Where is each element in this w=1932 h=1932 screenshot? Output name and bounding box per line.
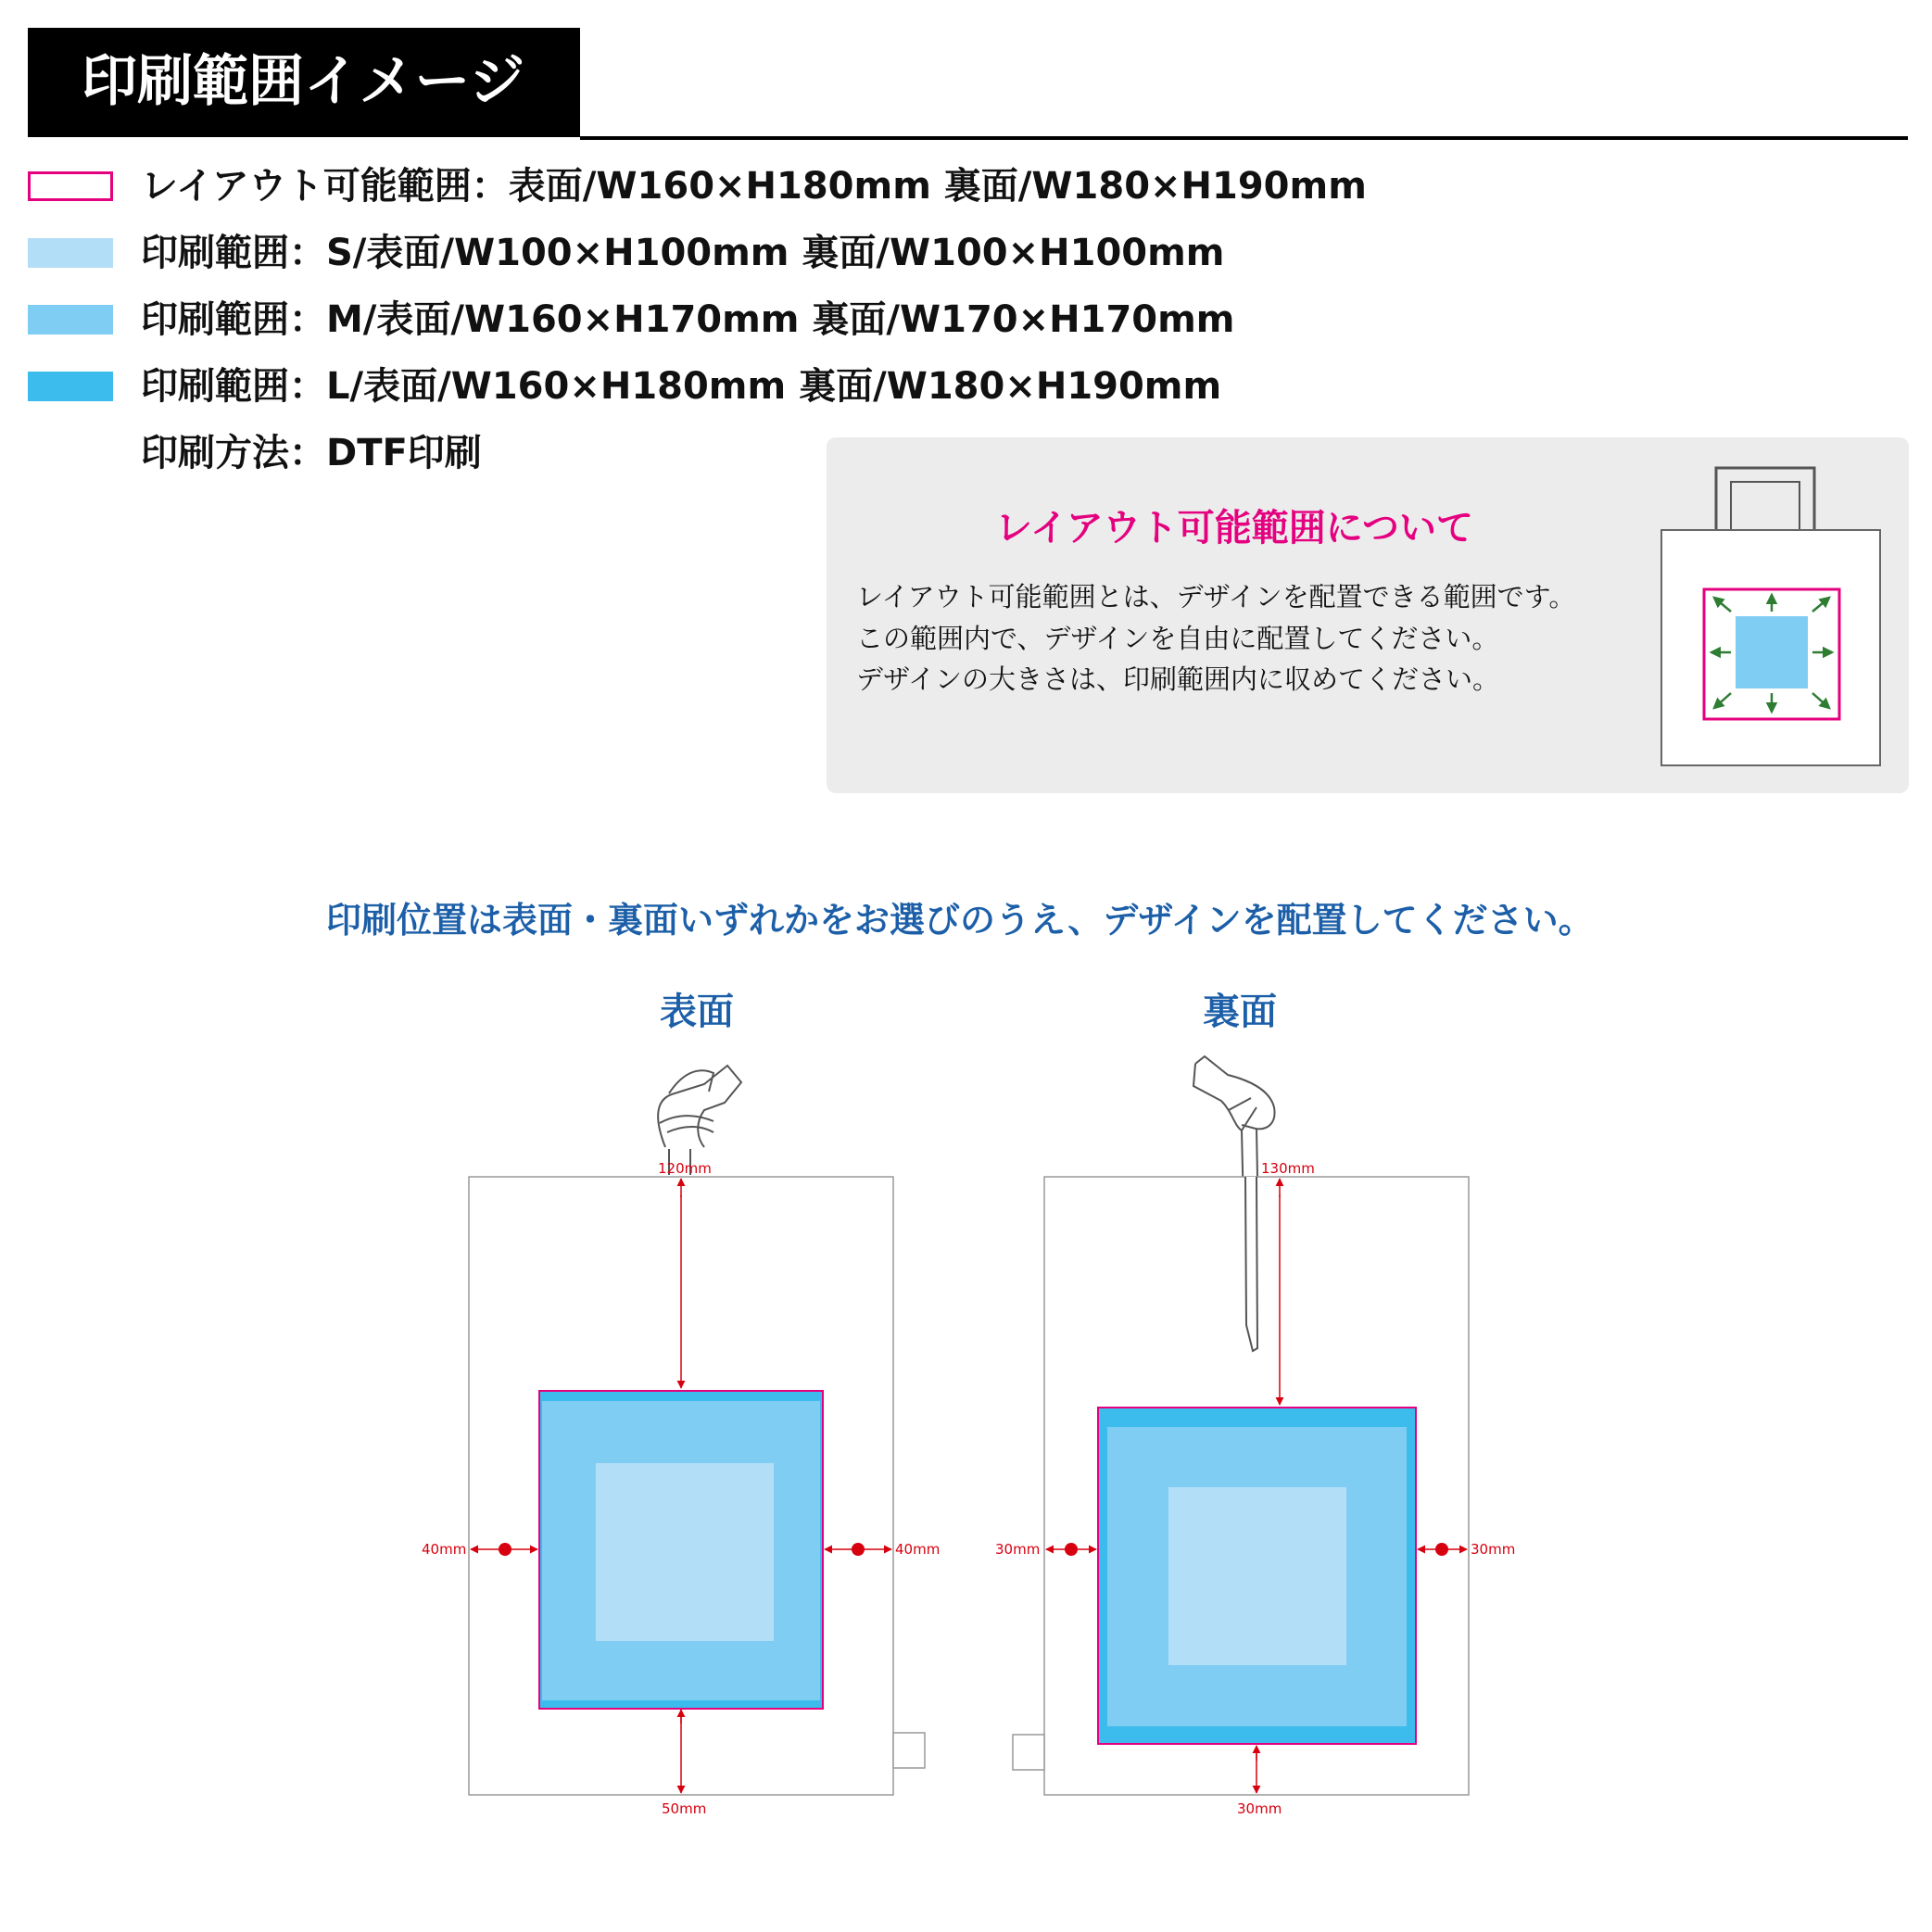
back-print-s <box>1168 1487 1346 1665</box>
front-dim-left-label: 40mm <box>422 1541 467 1558</box>
info-line: この範囲内で、デザインを自由に配置してください。 <box>856 623 1499 654</box>
back-dim-top-label: 130mm <box>1261 1160 1315 1177</box>
back-label: 裏面 <box>1203 991 1277 1033</box>
legend-text-l: 印刷範囲：L/表面/W160×H180mm 裏面/W180×H190mm <box>141 365 1222 408</box>
legend-text-s: 印刷範囲：S/表面/W100×H100mm 裏面/W100×H100mm <box>141 232 1225 274</box>
instruction-text: 印刷位置は表面・裏面いずれかをお選びのうえ、デザインを配置してください。 <box>326 900 1594 941</box>
front-dim-top-label: 120mm <box>658 1160 712 1177</box>
back-dim-left-label: 30mm <box>995 1541 1041 1558</box>
back-dim-right-label: 30mm <box>1471 1541 1516 1558</box>
back-dim-bottom-label: 30mm <box>1237 1800 1282 1817</box>
legend-text-m: 印刷範囲：M/表面/W160×H170mm 裏面/W170×H170mm <box>141 298 1235 341</box>
info-line: レイアウト可能範囲とは、デザインを配置できる範囲です。 <box>856 581 1576 612</box>
info-line: デザインの大きさは、印刷範囲内に収めてください。 <box>856 663 1499 695</box>
front-dim-bottom-label: 50mm <box>662 1800 707 1817</box>
legend-text-layout: レイアウト可能範囲：表面/W160×H180mm 裏面/W180×H190mm <box>141 165 1367 208</box>
front-dim-right-label: 40mm <box>895 1541 941 1558</box>
print-method: 印刷方法：DTF印刷 <box>141 432 482 474</box>
front-label: 表面 <box>660 991 734 1033</box>
back-bag-tab <box>1013 1735 1044 1770</box>
page-title: 印刷範囲イメージ <box>82 49 525 114</box>
info-heading: レイアウト可能範囲について <box>995 507 1473 549</box>
